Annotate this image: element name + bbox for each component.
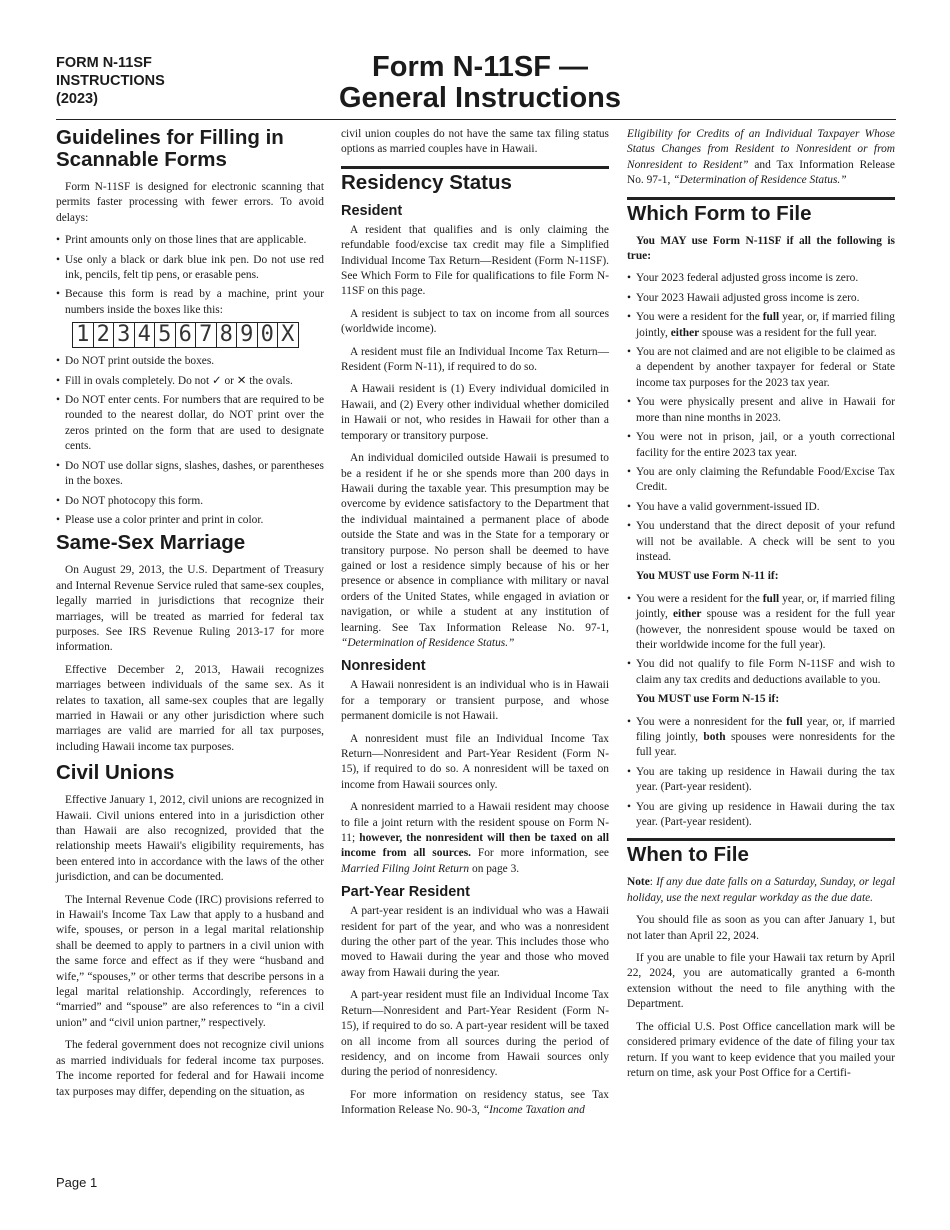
civil-unions-heading: Civil Unions (56, 761, 175, 785)
list-item: • You were physically present and alive in Hawaii for more than nine months in 2023. (627, 395, 895, 426)
note-text: If any due date falls on a Saturday, Sunday, or legal holiday, use the next regular workday as the due date. (627, 876, 896, 904)
ovals-text-2: the ovals. (249, 374, 293, 387)
n15-b1-bold1: full (786, 715, 803, 728)
digit-box: 9 (237, 323, 258, 347)
list-item: • You have a valid government-issued ID. (627, 500, 895, 515)
digit-box: 5 (155, 323, 176, 347)
resident-p1: A resident that qualifies and is only claiming the refundable food/excise tax credit may file a Simplified Individual Income Tax Return—Resident (Form N-11SF). See Which Form to File for qualifications to file Form N-11SF on this page. (341, 223, 609, 298)
tir-cite-2: “Determination of Residence Status.” (673, 174, 847, 187)
page-title (320, 52, 640, 114)
when-to-file-heading: When to File (627, 838, 895, 866)
resident-p4: A Hawaii resident is (1) Every individual domiciled in Hawaii, and (2) Every other individual whether domiciled in Hawaii or not, who resides in Hawaii for other than a temporary or transitory purpose. (341, 383, 609, 442)
digit-box: 0 (258, 323, 279, 347)
list-item: • Do NOT print outside the boxes. (56, 354, 324, 369)
nonresident-p3-b: For more information, see (477, 847, 609, 860)
civil-unions-p2: The Internal Revenue Code (IRC) provisions referred to in Hawaii's Income Tax Law that apply to a husband and wife, spouses, or person in a legal marital relationship shall be deemed to apply to partners in a civil union with the same force and effect as if they were “husband and wife,” “spouses,” or other terms that describe persons in a legal marital relationship. Accordingly, references to “married” and “spouse” are also references to “in a civil union” and “civil union partner,” respectively. (56, 893, 324, 1029)
resident-p5-text: An individual domiciled outside Hawaii is presumed to be a resident if he or she spends more than 200 days in Hawaii during the taxable year. This presumption may be overcome by evidence satisfactory to the Department that the individual maintained a permanent place of abode outside the State and was in the State for a temporary or transitory purpose. No person shall be deemed to have gained or lost a residence simply because of his or her presence or absence in compliance with military or naval orders of the United States, while engaged in aviation or navigation, or while a student at any institution of learning. See Tax Information Release No. 97-1, (341, 452, 609, 634)
must-n11-list (627, 592, 895, 688)
digit-boxes-example (72, 322, 299, 348)
list-item: • Print amounts only on those lines that are applicable. (56, 233, 324, 248)
digit-box: 8 (217, 323, 238, 347)
nonresident-p1: A Hawaii nonresident is an individual who is in Hawaii for a temporary or transient purpose, and whose permanent domicile is not Hawaii. (341, 679, 609, 723)
when-p2: If you are unable to file your Hawaii tax return by April 22, 2024, you are automatically granted a 6-month extension without the need to file anything with the Department. (627, 952, 895, 1011)
n15-b1-b: year, or, if married filing jointly, (636, 715, 895, 743)
residency-continued-mid: and Tax Information Release No. 97-1, (627, 158, 895, 187)
list-item (56, 374, 324, 389)
form-label (56, 54, 266, 108)
form-label-line-3: (2023) (56, 91, 98, 107)
n11-b1-a: You were a resident for the (636, 592, 760, 605)
list-item: • You are only claiming the Refundable Food/Excise Tax Credit. (627, 465, 895, 496)
ovals-or: or (224, 374, 234, 387)
n11-b1-bold1: full (762, 592, 780, 605)
tir-cite-1: Eligibility for Credits of an Individual Taxpayer Whose Status Changes from Resident to Nonresident or from Nonresident to Resident” (627, 128, 895, 171)
n15-b1-bold2: both (703, 731, 726, 743)
civil-unions-p1: Effective January 1, 2012, civil unions are recognized in Hawaii. Civil unions entered into in a jurisdiction other than Hawaii are also recognized, provided that the relationship meets Hawaii's eligibility requirements, has been entered into in accordance with the laws of the other jurisdiction, and can be documented. (56, 794, 324, 884)
page-number: Page 1 (56, 1175, 98, 1190)
resident-p3: A resident must file an Individual Income Tax Return—Resident (Form N-11), if required to do so. (341, 345, 609, 374)
must-n15-lead: You MUST use Form N-15 if: (636, 693, 780, 706)
partyear-p3-cite: “Income Taxation and (482, 1104, 585, 1117)
list-item: • Because this form is read by a machine, print your numbers inside the boxes like this: (56, 287, 324, 318)
resident-p5 (341, 451, 609, 651)
ovals-text-1: Fill in ovals completely. Do not (65, 374, 210, 387)
must-n11-lead: You MUST use Form N-11 if: (636, 570, 779, 583)
married-filing-joint-ref: Married Filing Joint Return (341, 862, 470, 875)
list-item: • You are giving up residence in Hawaii during the tax year. (Part-year resident). (627, 800, 895, 831)
guidelines-list-b (56, 354, 324, 528)
n11-b1-c: spouse was a resident for the full year (however, the nonresident spouse would be taxed on their worldwide income for the full year). (636, 608, 895, 651)
digit-box: 4 (135, 323, 156, 347)
civil-unions-p3: The federal government does not recognize civil unions as married individuals for federal income tax purposes. The income reported for federal and for Hawaii income tax purposes may differ, depending on the situation, as (56, 1039, 324, 1098)
x-mark-icon: ✕ (236, 374, 247, 387)
may-b3-c: spouse was a resident for the full year. (702, 326, 877, 339)
civil-unions-continued: civil union couples do not have the same tax filing status options as married couples have in Hawaii. (341, 128, 609, 156)
residency-heading: Residency Status (341, 166, 609, 194)
page-title-line-2: General Instructions (338, 82, 621, 114)
guidelines-intro: Form N-11SF is designed for electronic scanning that permits faster processing with fewer errors. To avoid delays: (56, 181, 324, 224)
may-b3-a: You were a resident for the (636, 311, 760, 324)
list-item: • Do NOT photocopy this form. (56, 494, 324, 509)
list-item: • Your 2023 federal adjusted gross income is zero. (627, 271, 895, 286)
resident-subheading: Resident (341, 202, 403, 219)
page-title-line-1: Form N-11SF — (372, 51, 588, 83)
same-sex-p2: Effective December 2, 2013, Hawaii recognizes marriages between individuals of the same sex. As it relates to taxation, all same-sex couples that are legally married in Hawaii or any other jurisdiction where such marriages are valid are married for all tax purposes, including Hawaii income tax purposes. (56, 663, 324, 753)
partyear-p1: A part-year resident is an individual who was a Hawaii resident for part of the year, and who was a nonresident during the other part of the year. This includes those who moved to Hawaii during the year and those who moved away from Hawaii during the year. (341, 905, 609, 979)
when-note: Note: If any due date falls on a Saturday, Sunday, or legal holiday, use the next regular workday as the due date. (627, 876, 896, 904)
column-3 (627, 127, 895, 1088)
resident-p5-cite: “Determination of Residence Status.” (341, 636, 515, 649)
n11-b1-b: year, or, if married filing jointly, (636, 592, 895, 621)
same-sex-heading: Same-Sex Marriage (56, 531, 246, 555)
partyear-p3-text: For more information on residency status, see Tax Information Release No. 90-3, (341, 1088, 609, 1117)
when-p3: The official U.S. Post Office cancellation mark will be considered primary evidence of the date of filing your tax return. If you want to keep evidence that you mailed your return on time, ask your Post Office for a Certifi- (627, 1020, 895, 1079)
resident-p2: A resident is subject to tax on income from all sources (worldwide income). (341, 307, 609, 336)
checkmark-icon: ✓ (212, 374, 222, 387)
list-item: • Please use a color printer and print in color. (56, 513, 324, 528)
column-1 (56, 127, 324, 1107)
which-form-heading: Which Form to File (627, 197, 895, 225)
n11-b1-bold2: either (673, 608, 702, 621)
nonresident-p3-bold: however, the nonresident will then be taxed on all income from all sources. (341, 832, 609, 860)
nonresident-subheading: Nonresident (341, 658, 426, 675)
digit-box: 6 (176, 323, 197, 347)
n15-b1-a: You were a nonresident for the (636, 715, 783, 728)
list-item: • You are taking up residence in Hawaii during the tax year. (Part-year resident). (627, 765, 895, 796)
guidelines-heading: Guidelines for Filling in Scannable Forms (56, 126, 284, 171)
form-label-line-1: FORM N-11SF (56, 55, 152, 71)
column-2 (341, 127, 609, 1126)
list-item: • You did not qualify to file Form N-11SF and wish to claim any tax credits and deductions available to you. (627, 657, 895, 688)
list-item (627, 592, 895, 654)
digit-box: 3 (114, 323, 135, 347)
guidelines-list-a (56, 233, 324, 318)
list-item: • You were not in prison, jail, or a youth correctional facility for the entire 2023 tax year. (627, 430, 895, 461)
may-use-list (627, 271, 895, 565)
same-sex-p1: On August 29, 2013, the U.S. Department of Treasury and Internal Revenue Service ruled that same-sex couples, legally married in jurisdictions that recognize their marriages, will be treated as married for federal tax purposes. See IRS Revenue Ruling 2013-17 for more information. (56, 564, 324, 654)
digit-box: 1 (73, 323, 94, 347)
partyear-p3 (341, 1088, 609, 1119)
may-b3-bold1: full (762, 311, 780, 324)
nonresident-p3 (341, 800, 609, 877)
nonresident-p3-c: on page 3. (472, 862, 520, 875)
list-item: • You understand that the direct deposit of your refund will not be available. A check will be sent to you instead. (627, 519, 895, 565)
when-p1: You should file as soon as you can after January 1, but not later than April 22, 2024. (627, 914, 895, 942)
digit-box: 7 (196, 323, 217, 347)
header-divider (56, 119, 896, 120)
residency-continued (627, 127, 895, 189)
partyear-p2: A part-year resident must file an Individual Income Tax Return—Nonresident and Part-Year Resident (Form N-15), if required to do so. A part-year resident will be taxed on all income from all sources during the period of residency, and on income from Hawaii sources only during the period of nonresidency. (341, 989, 609, 1079)
digit-box: X (281, 322, 295, 348)
list-item (627, 310, 895, 341)
may-use-lead: You MAY use Form N-11SF if all the following is true: (627, 234, 895, 263)
list-item: • You are not claimed and are not eligible to be claimed as a dependent by another taxpayer for federal or State income tax purposes for the 2023 tax year. (627, 345, 895, 391)
nonresident-p3-a: A nonresident married to a Hawaii resident may choose to file a joint return with the resident spouse on Form N-11; (341, 801, 609, 845)
may-b3-bold2: either (670, 326, 700, 339)
partyear-subheading: Part-Year Resident (341, 884, 470, 901)
n15-b1-c: spouses were nonresidents for the full year. (636, 731, 895, 759)
list-item: • Do NOT use dollar signs, slashes, dashes, or parentheses in the boxes. (56, 459, 324, 490)
nonresident-p2: A nonresident must file an Individual Income Tax Return—Nonresident and Part-Year Resident (Form N-15), if required to do so. A nonresident will be taxed on income from Hawaii sources only. (341, 732, 609, 791)
list-item: • Use only a black or dark blue ink pen. Do not use red ink, pencils, felt tip pens, or erasable pens. (56, 253, 324, 284)
list-item: • Do NOT enter cents. For numbers that are required to be rounded to the nearest dollar, do NOT print over the zeros printed on the form that are used to designate cents. (56, 393, 324, 455)
list-item: • Your 2023 Hawaii adjusted gross income is zero. (627, 291, 895, 306)
form-label-line-2: INSTRUCTIONS (56, 73, 165, 89)
list-item (627, 715, 895, 761)
may-b3-b: year, or, if married filing jointly, (636, 311, 895, 339)
note-label: Note (627, 876, 650, 889)
must-n15-list (627, 715, 895, 831)
digit-box: 2 (94, 323, 115, 347)
